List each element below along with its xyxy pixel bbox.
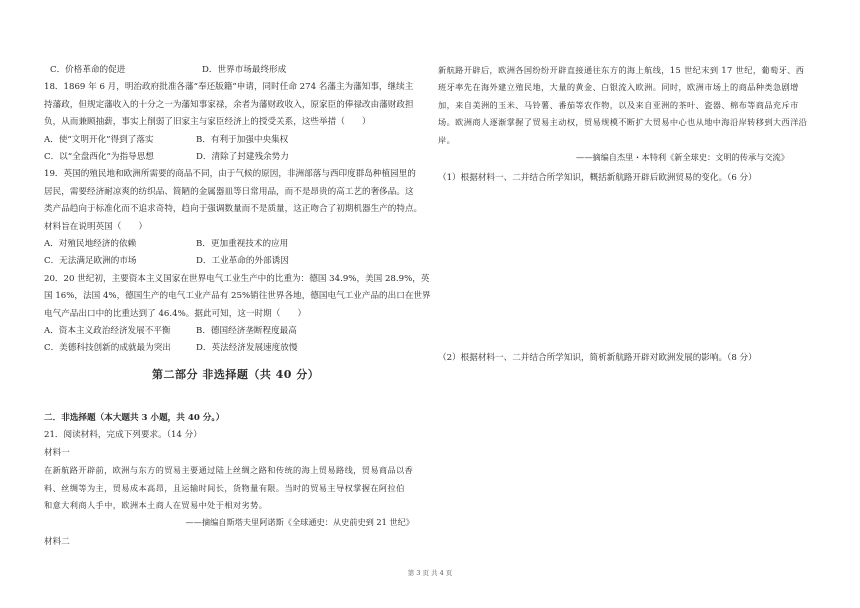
question-text: 20．20 世纪初，主要资本主义国家在世界电气工业生产中的比重为：德国 34.9%，美国 28.9%，英 (44, 273, 430, 284)
question-20 (44, 271, 436, 358)
material1-label: 材料一 (44, 447, 70, 458)
question-text: 类产品趋向于标准化而不追求奇特，趋向于强调数量而不是质量，这正吻合了初期机器生产的特点。 (44, 204, 423, 215)
option-d: D．世界市场最终形成 (202, 65, 287, 75)
question-text: 19．英国的殖民地和欧洲所需要的商品不同，由于气候的原因，非洲部落与西印度群岛种植园里的 (44, 169, 416, 180)
option-b: B．更加重视技术的应用 (196, 239, 289, 250)
option-row (44, 149, 436, 166)
option-c: C．以“全盘西化”为指导思想 (44, 152, 154, 162)
q21-intro: 21．阅读材料，完成下列要求。（14 分） (44, 430, 202, 441)
option-a: A．使“文明开化”得到了落实 (44, 134, 154, 145)
left-column (44, 62, 436, 358)
option-c: C．美德科技创新的成就最为突出 (44, 343, 171, 354)
material2-source: ——摘编自杰里・本特利《新全球史：文明的传承与交流》 (576, 152, 789, 163)
material-text: 场。欧洲商人逐渐掌握了贸易主动权，贸易规模不断扩大贸易中心也从地中海沿岸转移到大西洋沿 (438, 117, 808, 128)
part-title: 第二部分 非选择题（共 40 分） (152, 368, 320, 381)
question-text: 居民，需要经济耐凉爽的纺织品、简陋的金属器皿等日常用品，而不是昂贵的高工艺的奢侈品。这 (44, 186, 414, 197)
option-a: A．资本主义政治经济发展不平衡 (44, 326, 171, 337)
question-text: 国 16%，法国 4%，德国生产的电气工业产品有 25%销往世界各地，德国电气工业产品的出口在世界 (44, 291, 431, 302)
question-text: 持藩政，但规定藩收入的十分之一为藩知事家禄，余者为藩财政收入，原家臣的俸禄改由藩财政担 (44, 99, 414, 110)
option-a: A．对殖民地经济的依赖 (44, 239, 137, 250)
option-row (44, 323, 436, 340)
option-row (44, 236, 436, 253)
q21-part2: （2）根据材料一、二并结合所学知识，简析新航路开辟对欧洲发展的影响。（8 分） (438, 353, 757, 363)
material-text: 班牙率先在海外建立殖民地，大量的黄金、白银流入欧洲。同时，欧洲市场上的商品种类急剧增 (438, 82, 799, 93)
q21-part1: （1）根据材料一、二并结合所学知识，概括新航路开辟后欧洲贸易的变化。（6 分） (438, 173, 757, 184)
material2-label: 材料二 (44, 536, 70, 547)
option-d: D．清除了封建残余势力 (196, 152, 289, 162)
material-text: 加，来自美洲的玉米、马铃薯、番茄等农作物，以及来自亚洲的茶叶、瓷器、棉布等商品充斥市 (438, 99, 799, 110)
option-row (44, 253, 436, 270)
section-two (44, 410, 436, 551)
material-text: 新航路开辟后，欧洲各国纷纷开辟直接通往东方的海上航线，15 世纪末到 17 世纪，葡萄牙、西 (438, 65, 805, 75)
question-19 (44, 166, 436, 270)
option-d: D．英法经济发展速度放慢 (196, 343, 298, 354)
material1-source: ——摘编自斯塔夫里阿诺斯《全球通史：从史前史到 21 世纪》 (185, 517, 414, 528)
option-row (44, 340, 436, 357)
material-text: 料、丝绸等为主，贸易成本高昂，且运输时间长，货物量有限。当时的贸易主导权掌握在阿拉伯 (44, 482, 405, 493)
right-column (438, 62, 816, 188)
question-text: 18．1869 年 6 月，明治政府批准各藩“奉还版籍”申请，同时任命 274 名藩主为藩知事，继续主 (44, 82, 414, 93)
question-text: 电气产品出口中的比重达到了 46.4%。据此可知，这一时期（ ） (44, 308, 307, 319)
page-footer: 第 3 页 共 4 页 (407, 569, 453, 577)
material-text: 在新航路开辟前，欧洲与东方的贸易主要通过陆上丝绸之路和传统的海上贸易路线，贸易商品以香 (44, 465, 414, 476)
question-text: 负，从而兼顾抽薪，事实上削弱了旧家主与家臣经济上的授受关系，这些举措（ ） (44, 117, 371, 128)
section-heading: 二．非选择题（本大题共 3 小题，共 40 分。） (44, 413, 225, 423)
option-b: B．有利于加强中央集权 (196, 134, 289, 145)
option-c: C．无法满足欧洲的市场 (44, 256, 137, 267)
material-text: 岸。 (438, 134, 456, 145)
option-c: C．价格革命的促进 (50, 65, 126, 75)
option-b: B．德国经济垄断程度最高 (196, 326, 297, 337)
material-text: 和意大利商人手中，欧洲本土商人在贸易中处于相对劣势。 (44, 500, 268, 511)
question-18 (44, 79, 436, 166)
option-d: D．工业革命的外部诱因 (196, 256, 289, 267)
question-text: 材料旨在说明英国（ ） (44, 221, 148, 232)
option-row (44, 132, 436, 149)
q17-options (44, 62, 436, 79)
